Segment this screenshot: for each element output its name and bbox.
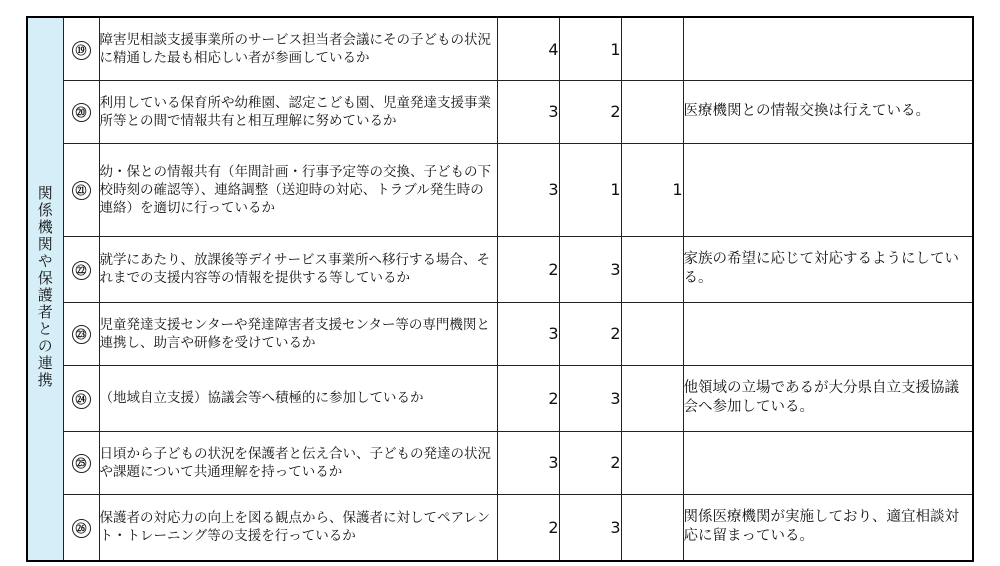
count-no [621,303,683,366]
item-number-cell [63,236,99,302]
count-yes: 2 [497,365,559,431]
table-row [27,236,973,302]
improvement-note: 他領域の立場であるが大分県自立支援協議会へ参加している。 [683,365,973,431]
count-no [621,81,683,144]
section-label-cell [27,17,63,561]
item-number: ㉖ [72,519,91,538]
table-row [27,303,973,366]
count-yes: 2 [497,236,559,302]
count-partial: 2 [559,303,621,366]
section-label: 関係機関や保護者との連携 [35,185,54,389]
improvement-note [683,431,973,494]
count-no: 1 [621,143,683,236]
item-text: 障害児相談支援事業所のサービス担当者会議にその子どもの状況に精通した最も相応しい者が参画しているか [99,17,497,81]
item-text: 就学にあたり、放課後等デイサービス事業所へ移行する場合、それまでの支援内容等の情報を提供する等しているか [99,236,497,302]
item-number: ⑲ [72,41,91,60]
item-text: 幼・保との情報共有（年間計画・行事予定等の交換、子どもの下校時刻の確認等）、連絡調整（送迎時の対応、トラブル発生時の連絡）を適切に行っているか [99,143,497,236]
count-no [621,17,683,81]
count-partial: 2 [559,81,621,144]
item-number: ㉔ [72,390,91,409]
count-yes: 3 [497,431,559,494]
item-number: ㉑ [72,181,91,200]
count-partial: 3 [559,494,621,561]
count-yes: 3 [497,81,559,144]
count-yes: 4 [497,17,559,81]
table-body [27,17,973,561]
improvement-note: 医療機関との情報交換は行えている。 [683,81,973,144]
count-yes: 2 [497,494,559,561]
improvement-note [683,17,973,81]
item-text: 利用している保育所や幼稚園、認定こども園、児童発達支援事業所等との間で情報共有と相互理解に努めているか [99,81,497,144]
item-number-cell [63,431,99,494]
table-row [27,494,973,561]
count-yes: 3 [497,303,559,366]
item-text: （地域自立支援）協議会等へ積極的に参加しているか [99,365,497,431]
count-partial: 1 [559,17,621,81]
improvement-note: 家族の希望に応じて対応するようにしている。 [683,236,973,302]
table-row [27,143,973,236]
table-row [27,17,973,81]
item-text: 児童発達支援センターや発達障害者支援センター等の専門機関と連携し、助言や研修を受けているか [99,303,497,366]
item-text: 日頃から子どもの状況を保護者と伝え合い、子どもの発達の状況や課題について共通理解を持っているか [99,431,497,494]
count-no [621,365,683,431]
count-partial: 3 [559,365,621,431]
item-number: ⑳ [72,103,91,122]
item-number-cell [63,17,99,81]
item-number-cell [63,303,99,366]
improvement-note [683,303,973,366]
evaluation-table [26,16,974,562]
table-row [27,431,973,494]
count-partial: 2 [559,431,621,494]
count-yes: 3 [497,143,559,236]
item-number-cell [63,143,99,236]
item-number-cell [63,365,99,431]
table-row [27,365,973,431]
improvement-note: 関係医療機関が実施しており、適宜相談対応に留まっている。 [683,494,973,561]
count-partial: 3 [559,236,621,302]
item-number: ㉓ [72,325,91,344]
table-row [27,81,973,144]
improvement-note [683,143,973,236]
count-no [621,236,683,302]
item-number: ㉒ [72,261,91,280]
item-number-cell [63,81,99,144]
item-number-cell [63,494,99,561]
item-number: ㉕ [72,454,91,473]
count-no [621,494,683,561]
count-partial: 1 [559,143,621,236]
count-no [621,431,683,494]
item-text: 保護者の対応力の向上を図る観点から、保護者に対してペアレント・トレーニング等の支援を行っているか [99,494,497,561]
